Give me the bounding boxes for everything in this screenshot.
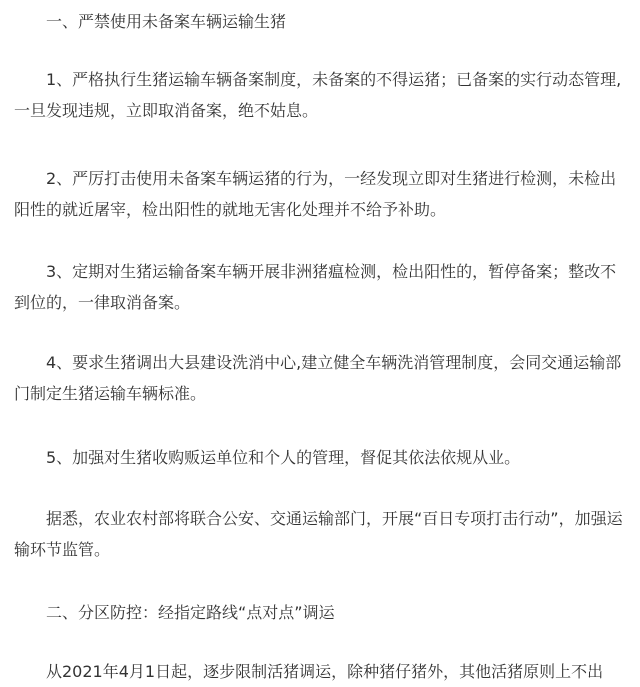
paragraph-item-5: 5、加强对生猪收购贩运单位和个人的管理，督促其依法依规从业。 [46, 448, 521, 467]
paragraph-item-1: 1、严格执行生猪运输车辆备案制度，未备案的不得运猪；已备案的实行动态管理,一旦发现违规，立即取消备案，绝不姑息。 [14, 70, 622, 120]
section-heading-2: 二、分区防控：经指定路线“点对点”调运 [46, 603, 335, 622]
paragraph-item-2: 2、严厉打击使用未备案车辆运猪的行为，一经发现立即对生猪进行检测，未检出阳性的就近屠宰，检出阳性的就地无害化处理并不给予补助。 [14, 169, 617, 219]
paragraph-report: 据悉，农业农村部将联合公安、交通运输部门，开展“百日专项打击行动”，加强运输环节监管。 [14, 509, 623, 559]
paragraph-policy: 从2021年4月1日起，逐步限制活猪调运，除种猪仔猪外，其他活猪原则上不出 [46, 662, 604, 681]
section-heading-1: 一、严禁使用未备案车辆运输生猪 [46, 12, 287, 31]
paragraph-item-4: 4、要求生猪调出大县建设洗消中心,建立健全车辆洗消管理制度，会同交通运输部门制定生猪运输车辆标准。 [14, 353, 622, 403]
paragraph-item-3: 3、定期对生猪运输备案车辆开展非洲猪瘟检测，检出阳性的，暂停备案；整改不到位的，一律取消备案。 [14, 262, 617, 312]
